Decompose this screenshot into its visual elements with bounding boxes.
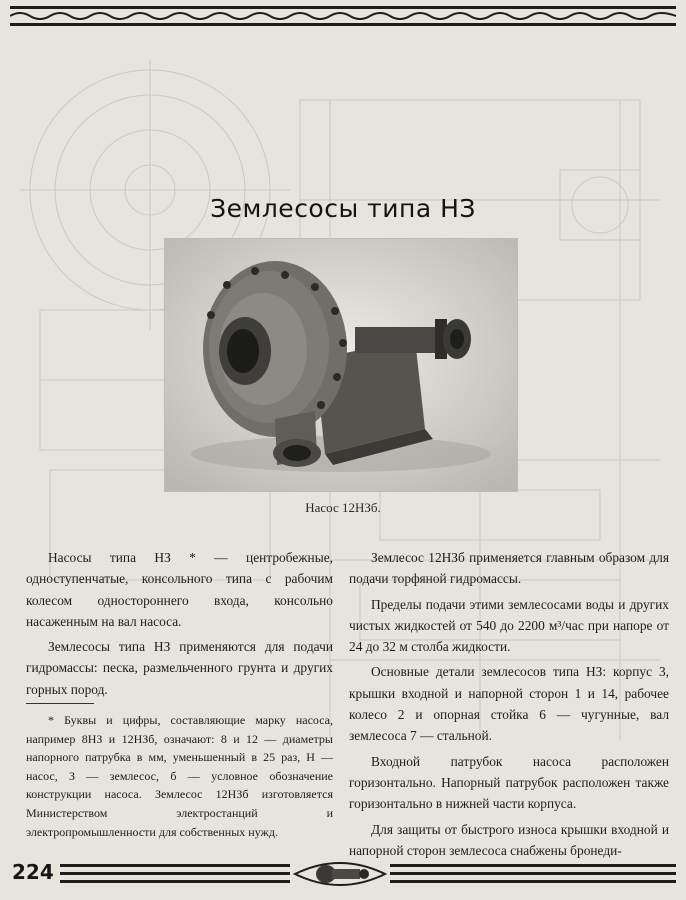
- bottom-border: [60, 856, 676, 892]
- paragraph-protection: Для защиты от быстрого износа крышки входной и напорной сторон землесоса снабжены бронеди-: [349, 821, 669, 858]
- paragraph-nozzles: Входной патрубок насоса расположен горизонтально. Напорный патрубок расположен также горизонтально в нижней части корпуса.: [349, 753, 669, 812]
- footnote-divider: [26, 703, 94, 704]
- paragraph-peat: Землесос 12НЗб применяется главным образом для подачи торфяной гидромассы.: [349, 550, 669, 587]
- pump-icon: [165, 239, 517, 491]
- paragraph-capacity: Пределы подачи этими землесосами воды и других чистых жидкостей от 540 до 2200 м³/час при напоре от 24 до 32 м столба жидкости.: [349, 596, 669, 655]
- top-meander-border: [10, 6, 676, 26]
- paragraph-description: Насосы типа НЗ * — центробежные, одноступенчатые, консольного типа с рабочим колесом одностороннего входа, консольно насаженным на вал насоса.: [26, 550, 333, 629]
- left-text-column: [26, 547, 333, 700]
- footnote: * Буквы и цифры, составляющие марку насоса, например 8НЗ и 12НЗб, означают: 8 и 12 — диаметры напорного патрубка в мм, уменьшенный в 25 раз, Н — насос, З — землесос, б — условное обозначение конструкции насоса. Землесос 12НЗб изготовляется Министерством электростанций и электропромышленности для собственных нужд.: [26, 713, 333, 839]
- pump-emblem-icon: [295, 863, 385, 885]
- page-number: 224: [12, 860, 54, 884]
- figure-caption: Насос 12НЗб.: [305, 500, 381, 515]
- page-title: Землесосы типа НЗ: [210, 194, 476, 223]
- pump-photo: [164, 238, 518, 492]
- paragraph-application: Землесосы типа НЗ применяются для подачи гидромассы: песка, размельченного грунта и других горных пород.: [26, 639, 333, 697]
- right-text-column: [349, 547, 669, 861]
- paragraph-parts: Основные детали землесосов типа НЗ: корпус 3, крышки входной и напорной сторон 1 и 14, рабочее колесо 2 и опорная стойка 6 — чугунные, вал землесоса 7 — стальной.: [349, 664, 669, 744]
